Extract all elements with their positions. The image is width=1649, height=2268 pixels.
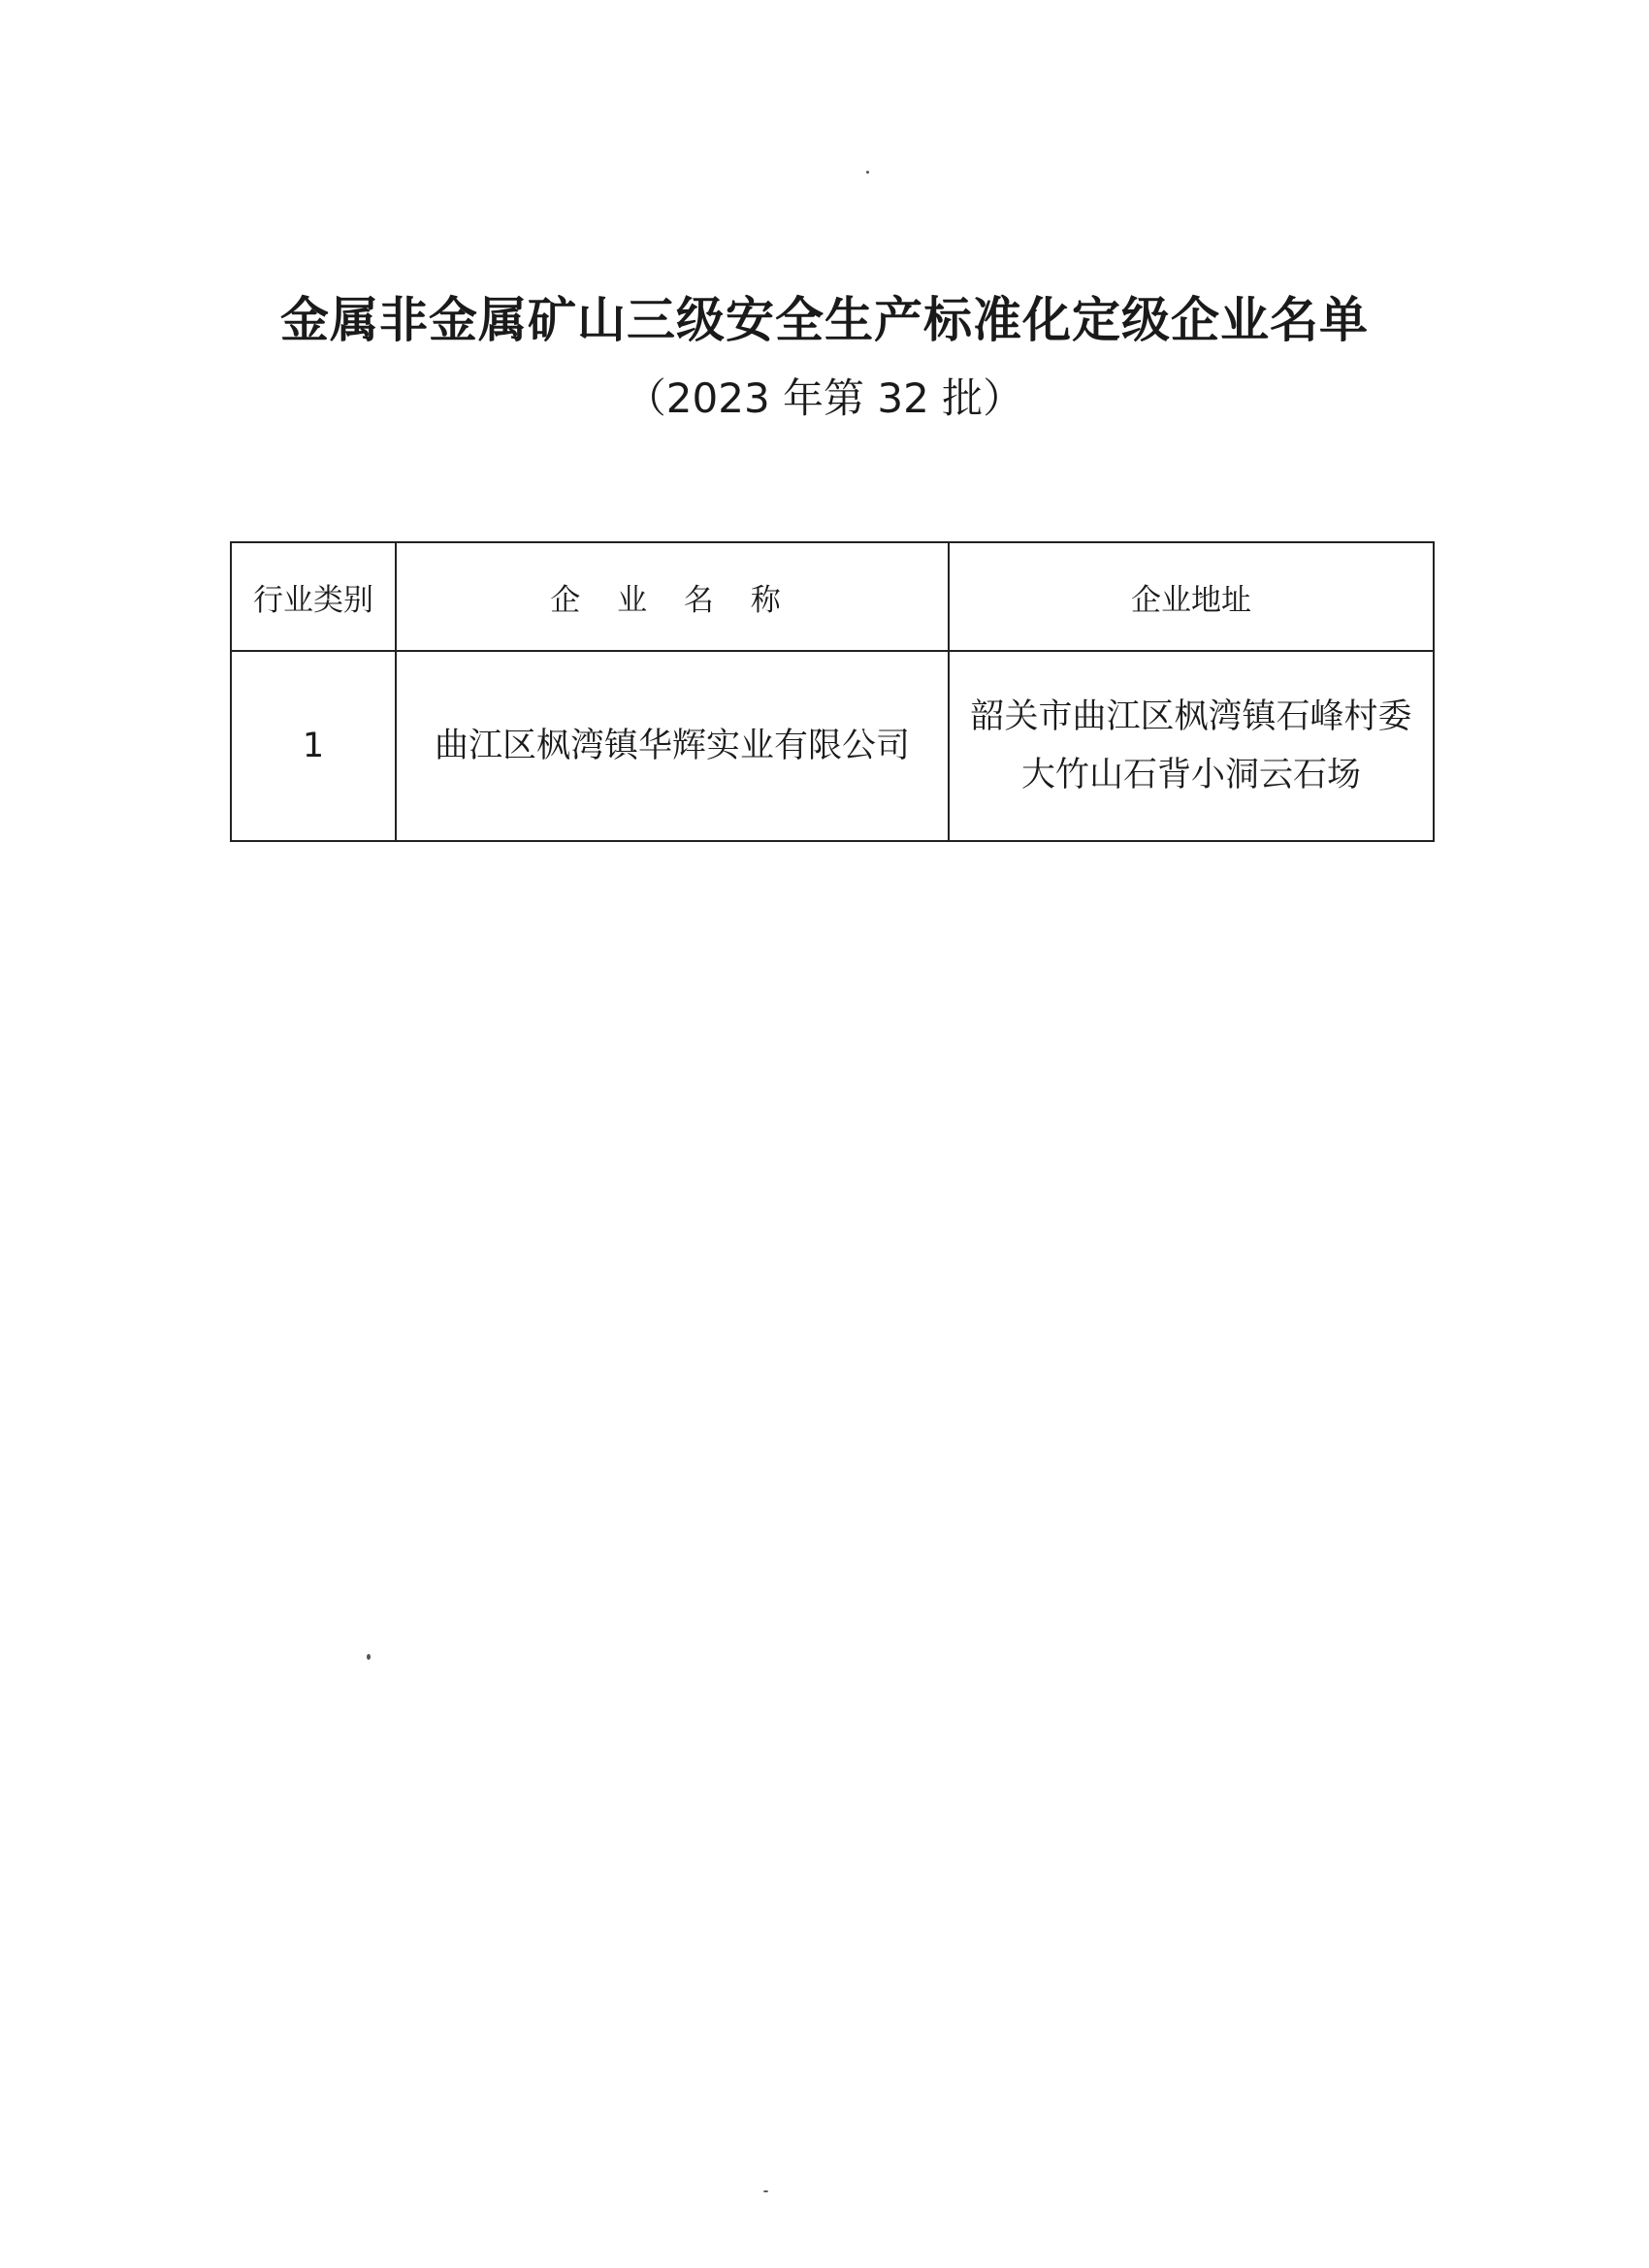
scan-speck <box>866 171 869 174</box>
enterprise-list-table <box>230 541 1435 842</box>
table-row <box>231 651 1434 841</box>
cell-enterprise-name: 曲江区枫湾镇华辉实业有限公司 <box>396 651 949 841</box>
scan-speck <box>367 1654 371 1660</box>
cell-category: 1 <box>231 651 396 841</box>
header-enterprise-name: 企 业 名 称 <box>396 542 949 651</box>
header-enterprise-address: 企业地址 <box>949 542 1434 651</box>
scan-speck <box>763 2190 768 2192</box>
cell-enterprise-address: 韶关市曲江区枫湾镇石峰村委大竹山石背小洞云石场 <box>949 651 1434 841</box>
page-subtitle: （2023 年第 32 批） <box>625 374 1024 422</box>
table-header-row <box>231 542 1434 651</box>
page-title: 金属非金属矿山三级安全生产标准化定级企业名单 <box>280 292 1369 348</box>
header-category: 行业类别 <box>231 542 396 651</box>
